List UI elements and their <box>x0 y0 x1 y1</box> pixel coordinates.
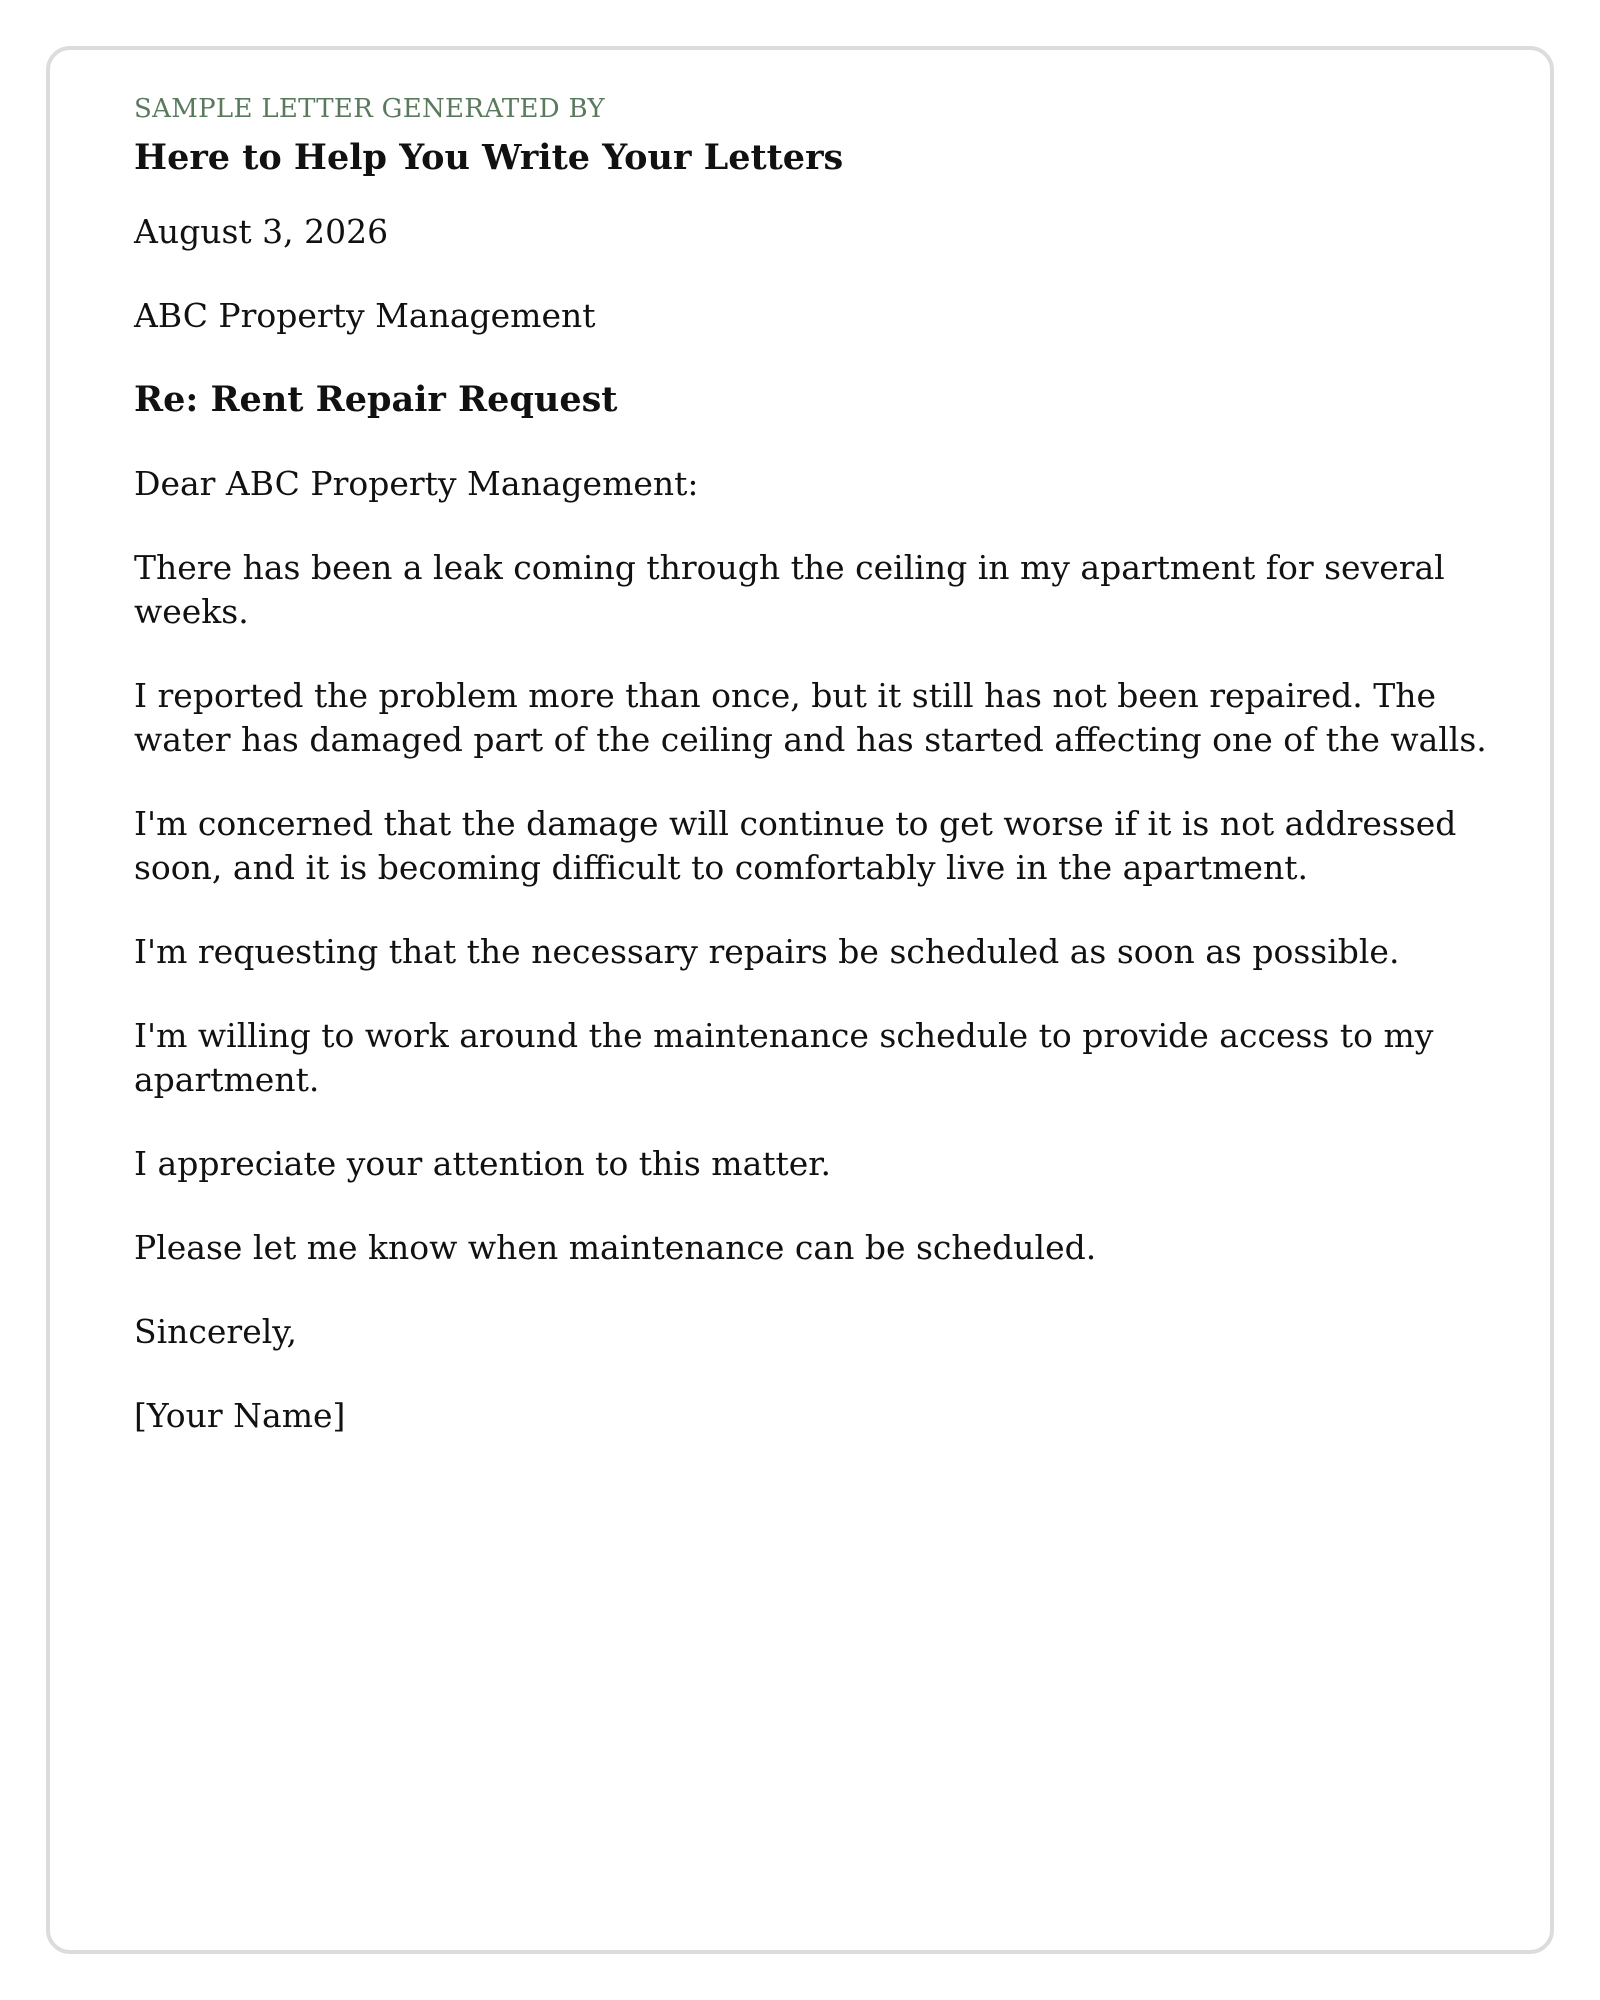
letter-recipient: ABC Property Management <box>134 296 596 335</box>
letter-paragraph: There has been a leak coming through the ceiling in my apartment for several weeks. <box>134 548 1445 631</box>
letter-closing: Sincerely, <box>134 1312 298 1351</box>
letter-signature: [Your Name] <box>134 1396 346 1435</box>
letter-salutation: Dear ABC Property Management: <box>134 464 699 503</box>
brand-title: Here to Help You Write Your Letters <box>134 137 844 178</box>
letter-paragraph: I appreciate your attention to this matter. <box>134 1144 831 1183</box>
letter-subject: Re: Rent Repair Request <box>134 379 618 420</box>
letter-paragraph: I'm willing to work around the maintenance schedule to provide access to my apartment. <box>134 1016 1434 1099</box>
letter-card <box>46 46 1554 1954</box>
letter-paragraph: I'm requesting that the necessary repairs be scheduled as soon as possible. <box>134 932 1400 971</box>
letter-date: August 3, 2026 <box>134 212 389 251</box>
letter-paragraph: Please let me know when maintenance can be scheduled. <box>134 1228 1097 1267</box>
generated-by-label: SAMPLE LETTER GENERATED BY <box>134 94 605 124</box>
letter-content <box>134 92 1494 1438</box>
letter-paragraph: I reported the problem more than once, but it still has not been repaired. The water has damaged part of the ceiling and has started affecting one of the walls. <box>134 676 1487 759</box>
letter-paragraph: I'm concerned that the damage will continue to get worse if it is not addressed soon, and it is becoming difficult to comfortably live in the apartment. <box>134 804 1457 887</box>
